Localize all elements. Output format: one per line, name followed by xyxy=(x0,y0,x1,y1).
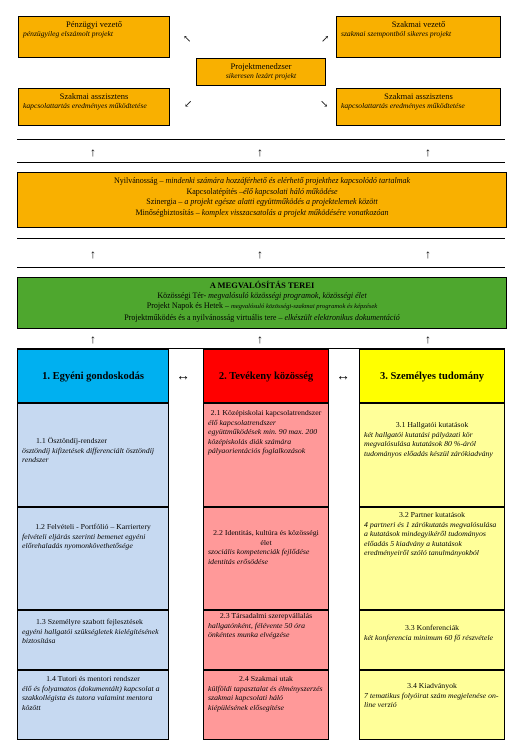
up-arrow-icon: ↑ xyxy=(90,332,96,346)
column-header-2: 2. Tevékeny közösség xyxy=(203,349,329,403)
col2-cell: 2.3 Társadalmi szerepvállalás hallgatónként, félévente 50 óra önkéntes munka elvégzése xyxy=(203,610,329,670)
up-arrow-icon: ↑ xyxy=(425,332,431,346)
bidirectional-arrow-icon: ↔ xyxy=(336,369,350,384)
divider-line xyxy=(17,267,505,268)
column-header-1: 1. Egyéni gondoskodás xyxy=(17,349,169,403)
spaces-row: Projektműködés és a nyilvánosság virtuális tere – elkészült elektronikus dokumentáció xyxy=(124,312,400,322)
professional-manager-title: Szakmai vezető xyxy=(391,19,446,29)
financial-manager-box xyxy=(18,16,170,58)
column-header-3: 3. Személyes tudomány xyxy=(359,349,505,403)
col2-cell: 2.1 Középiskolai kapcsolatrendszer élő kapcsolatrendszer együttműködések min. 90 max. 200 középiskolás diák számára pályaorientációs foglalkozások xyxy=(203,403,329,507)
up-arrow-icon: ↑ xyxy=(90,247,96,261)
assistant-right-title: Szakmai asszisztens xyxy=(384,91,453,101)
up-arrow-icon: ↑ xyxy=(90,145,96,159)
assistant-right-box xyxy=(336,88,501,126)
arrow-ne-icon: ↗ xyxy=(321,34,330,45)
professional-manager-box xyxy=(336,16,501,58)
col2-cell: 2.2 Identitás, kultúra és közösségi élet szociális kompetenciák fejlődése identitás erősödése xyxy=(203,507,329,610)
col1-cell: 1.1 Ösztöndíj-rendszer ösztöndíj kifizetések differenciált ösztöndíj rendszer xyxy=(17,403,169,507)
principle-row: Szinergia – a projekt egésze alatti együttműködés a projektelemek között xyxy=(146,197,378,206)
assistant-right-text: kapcsolattartás eredményes működtetése xyxy=(341,101,465,110)
bidirectional-arrow-icon: ↔ xyxy=(176,369,190,384)
col3-cell: 3.3 Konferenciák két konferencia minimum 60 fő részvétele xyxy=(359,610,505,670)
assistant-left-title: Szakmai asszisztens xyxy=(59,91,129,101)
divider-line xyxy=(17,162,505,163)
col1-cell: 1.2 Felvételi - Portfólió – Karriertery felvételi eljárás szerinti bemenet egyéni előrehaladás nyomonkövethetősége xyxy=(17,507,169,610)
spaces-row: Projekt Napok és Hetek – megvalósuló közösségi-szakmai programok és képzések xyxy=(146,301,378,310)
col3-cell: 3.1 Hallgatói kutatások két hallgatói kutatási pályázati kör megvalósulása kutatások 80 %-áról tudományos előadás készül zárókiadvány xyxy=(359,403,505,507)
principles-box xyxy=(17,172,507,228)
financial-manager-title: Pénzügyi vezető xyxy=(66,19,122,29)
principle-row: Minőségbiztosítás – komplex visszacsatolás a projekt működésére vonatkozóan xyxy=(135,207,389,217)
assistant-left-box xyxy=(18,88,170,126)
col1-cell: 1.3 Személyre szabott fejlesztések egyéni hallgatói szükségletek kielégítésének biztosítása xyxy=(17,610,169,670)
up-arrow-icon: ↑ xyxy=(257,247,263,261)
arrow-sw-icon: ↙ xyxy=(184,99,193,110)
financial-manager-text: pénzügyileg elszámolt projekt xyxy=(23,29,113,38)
divider-line xyxy=(17,139,505,140)
spaces-box xyxy=(17,277,507,329)
principle-row: Nyilvánosság – mindenki számára hozzáférhető és elérhető projekthez kapcsolódó tartalmak xyxy=(113,176,411,185)
col3-cell: 3.2 Partner kutatások 4 partneri és 1 zárókutatás megvalósulása a kutatások mindegyikéről tudományos előadás 5 kiadvány a kutatások eredményeiről szóló tanulmányokból xyxy=(359,507,505,610)
professional-manager-text: szakmai szempontból sikeres projekt xyxy=(341,29,452,38)
project-manager-box xyxy=(196,58,326,86)
up-arrow-icon: ↑ xyxy=(425,145,431,159)
col3-cell: 3.4 Kiadványok 7 tematikus folyóirat szám megjelenése on-line verzió xyxy=(359,670,505,740)
col2-cell: 2.4 Szakmai utak külföldi tapasztalat és élményszerzés szakmai kapcsolati háló kiépülésének elősegítése xyxy=(203,670,329,740)
principle-row: Kapcsolatépítés –élő kapcsolati háló működése xyxy=(186,186,338,196)
spaces-title: A MEGVALÓSÍTÁS TEREI xyxy=(209,280,315,290)
divider-line xyxy=(17,238,505,239)
col1-cell: 1.4 Tutori és mentori rendszer élő és folyamatos (dokumentált) kapcsolat a szakkollégista és tutora valamint mentora között xyxy=(17,670,169,740)
up-arrow-icon: ↑ xyxy=(257,145,263,159)
up-arrow-icon: ↑ xyxy=(257,332,263,346)
arrow-nw-icon: ↖ xyxy=(183,34,192,45)
arrow-se-icon: ↘ xyxy=(320,99,329,110)
up-arrow-icon: ↑ xyxy=(425,247,431,261)
project-manager-title: Projektmenedzser xyxy=(230,61,292,71)
assistant-left-text: kapcsolattartás eredményes működtetése xyxy=(23,101,147,110)
project-manager-text: sikeresen lezárt projekt xyxy=(225,71,297,80)
spaces-row: Közösségi Tér- megvalósuló közösségi programok, közösségi élet xyxy=(157,290,367,300)
